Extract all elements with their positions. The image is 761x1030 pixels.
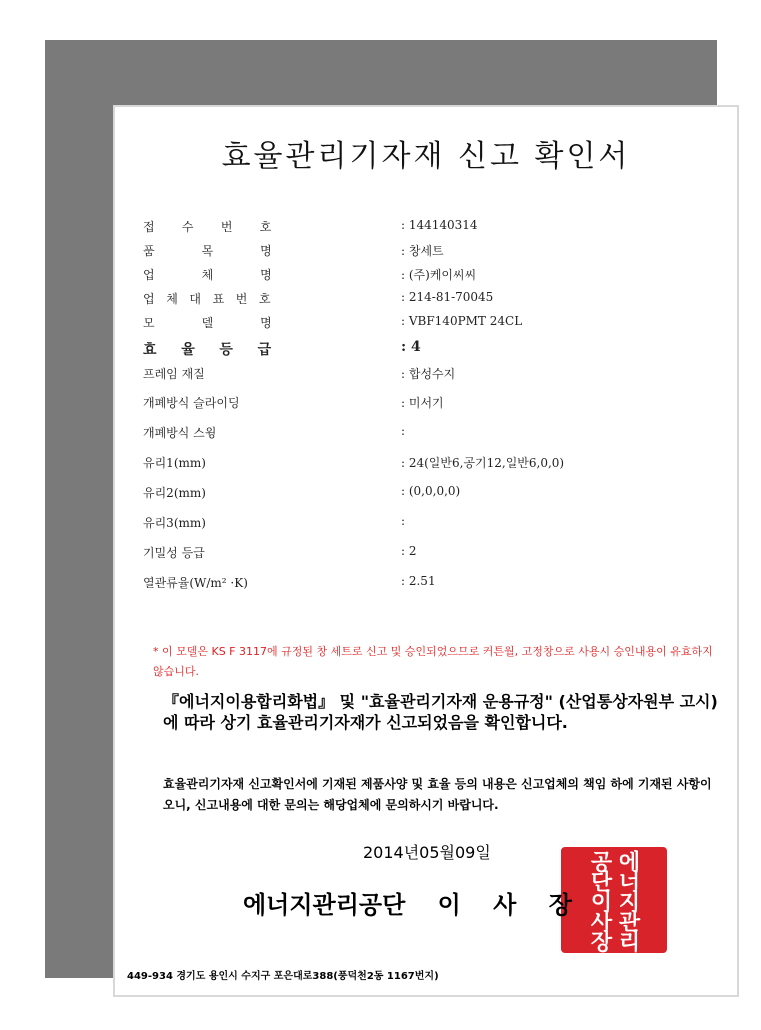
field-label: 유리3(mm): [143, 516, 206, 530]
field-label: 개폐방식 스윙: [143, 426, 217, 440]
field-value: : 미서기: [401, 396, 444, 410]
field-value: : (주)케이씨씨: [401, 268, 477, 282]
field-value: : 24(일반6,공기12,일반6,0,0): [401, 456, 565, 470]
issuer-name: 에너지관리공단 이 사 장: [243, 891, 572, 919]
declaration-text: 『에너지이용합리화법』 및 "효율관리기자재 운용규정" (산업통상자원부 고시)에 따라 상기 효율관리기자재가 신고되었음을 확인합니다.: [163, 692, 718, 732]
field-value: :: [401, 514, 406, 528]
field-value: : 214-81-70045: [401, 290, 494, 304]
field-label: 업체명: [143, 268, 319, 282]
field-label: 효율등급: [143, 342, 296, 358]
field-label: 열관류율(W/m² ·K): [143, 576, 248, 590]
field-value: : 2.51: [401, 574, 436, 588]
field-label: 접수번호: [143, 220, 299, 234]
address: 449-934 경기도 용인시 수지구 포은대로388(풍덕천2동 1167번지): [127, 971, 439, 982]
field-label: 개폐방식 슬라이딩: [143, 396, 240, 410]
field-value: : 4: [401, 339, 421, 355]
responsibility-text: 효율관리기자재 신고확인서에 기재된 제품사양 및 효율 등의 내용은 신고업체의 책임 하에 기재된 사항이오니, 신고내용에 대한 문의는 해당업체에 문의하시기 바랍니다.: [163, 777, 712, 812]
field-value: :: [401, 424, 406, 438]
field-label: 모델명: [143, 316, 319, 330]
warning-note: * 이 모델은 KS F 3117에 규정된 창 세트로 신고 및 승인되었으므로 커튼월, 고정창으로 사용시 승인내용이 유효하지 않습니다.: [153, 645, 713, 678]
field-label: 유리2(mm): [143, 486, 206, 500]
field-label: 업체대표번호: [143, 292, 283, 306]
field-label: 유리1(mm): [143, 456, 206, 470]
field-label: 프레임 재질: [143, 367, 205, 381]
field-value: : (0,0,0,0): [401, 484, 461, 498]
certificate-page: [113, 105, 739, 997]
field-value: : 합성수지: [401, 367, 456, 381]
field-label: 기밀성 등급: [143, 546, 205, 560]
official-seal: 에너지관리 공단이사장: [561, 847, 667, 953]
field-value: : VBF140PMT 24CL: [401, 314, 523, 328]
field-value: : 2: [401, 544, 417, 558]
field-label: 품목명: [143, 244, 319, 258]
issue-date: 2014년05월09일: [363, 843, 491, 862]
field-value: : 144140314: [401, 218, 478, 232]
document-title: 효율관리기자재 신고 확인서: [221, 139, 631, 174]
document-frame: [45, 40, 718, 982]
field-value: : 창세트: [401, 244, 444, 258]
